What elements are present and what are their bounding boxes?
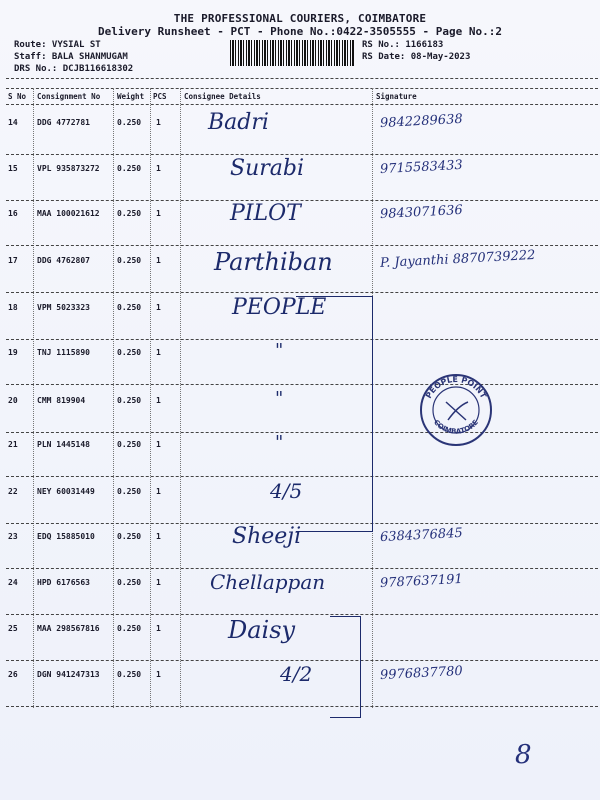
row-serial: 19 xyxy=(8,348,18,357)
row-weight: 0.250 xyxy=(117,303,142,312)
row-divider xyxy=(6,292,598,293)
row-pcs: 1 xyxy=(156,209,161,218)
divider xyxy=(6,104,598,105)
row-signature: 6384376845 xyxy=(379,525,464,546)
column-rule xyxy=(150,88,151,708)
row-serial: 15 xyxy=(8,164,18,173)
row-weight: 0.250 xyxy=(117,256,142,265)
barcode xyxy=(230,40,355,66)
staff-label: Staff: BALA SHANMUGAM xyxy=(14,52,128,62)
row-consignee-name: " xyxy=(275,340,284,361)
col-header-consignee: Consignee Details xyxy=(184,92,261,101)
col-header-pcs: PCS xyxy=(153,92,167,101)
row-serial: 14 xyxy=(8,118,18,127)
row-consignment-no: VPM 5023323 xyxy=(37,303,90,312)
group-bracket xyxy=(296,296,373,532)
row-consignment-no: VPL 935873272 xyxy=(37,164,100,173)
row-consignment-no: DGN 941247313 xyxy=(37,670,100,679)
row-signature: 9976837780 xyxy=(379,663,464,684)
row-pcs: 1 xyxy=(156,487,161,496)
row-consignment-no: EDQ 15885010 xyxy=(37,532,95,541)
row-pcs: 1 xyxy=(156,164,161,173)
company-stamp xyxy=(418,372,494,448)
row-signature: P. Jayanthi 8870739222 xyxy=(379,247,536,272)
row-consignee-name: PEOPLE xyxy=(232,295,327,320)
stamp-bottom-text: COIMBATORE xyxy=(431,418,481,436)
row-consignee-name: Badri xyxy=(208,110,269,135)
row-signature: 9843071636 xyxy=(379,202,464,223)
runsheet-subtitle: Delivery Runsheet - PCT - Phone No.:0422-3505555 - Page No.:2 xyxy=(98,25,502,38)
row-serial: 18 xyxy=(8,303,18,312)
row-weight: 0.250 xyxy=(117,487,142,496)
row-consignment-no: CMM 819904 xyxy=(37,396,86,405)
row-divider xyxy=(6,706,598,707)
row-consignee-name: " xyxy=(275,432,284,453)
column-rule xyxy=(33,88,34,708)
row-pcs: 1 xyxy=(156,532,161,541)
row-consignee-name: 4/5 xyxy=(270,479,303,503)
row-pcs: 1 xyxy=(156,118,161,127)
row-consignee-name: Parthiban xyxy=(214,248,333,276)
row-divider xyxy=(6,245,598,246)
row-consignee-name: Surabi xyxy=(230,156,304,181)
row-serial: 17 xyxy=(8,256,18,265)
col-header-weight: Weight xyxy=(117,92,145,101)
row-divider xyxy=(6,660,598,661)
row-weight: 0.250 xyxy=(117,670,142,679)
row-consignment-no: MAA 298567816 xyxy=(37,624,100,633)
col-header-signature: Signature xyxy=(376,92,417,101)
row-pcs: 1 xyxy=(156,396,161,405)
row-consignee-name: Chellappan xyxy=(210,570,326,594)
row-divider xyxy=(6,568,598,569)
row-consignee-name: Daisy xyxy=(228,616,296,644)
row-consignment-no: PLN 1445148 xyxy=(37,440,90,449)
row-consignment-no: HPD 6176563 xyxy=(37,578,90,587)
row-serial: 22 xyxy=(8,487,18,496)
rs-date: RS Date: 08-May-2023 xyxy=(362,52,471,62)
row-serial: 16 xyxy=(8,209,18,218)
row-weight: 0.250 xyxy=(117,440,142,449)
row-consignment-no: DDG 4762807 xyxy=(37,256,90,265)
row-signature: 9842289638 xyxy=(379,111,464,132)
row-serial: 24 xyxy=(8,578,18,587)
row-signature: 9715583433 xyxy=(379,157,464,178)
row-consignee-name: 4/2 xyxy=(280,662,313,686)
row-weight: 0.250 xyxy=(117,578,142,587)
row-pcs: 1 xyxy=(156,348,161,357)
route-label: Route: VYSIAL ST xyxy=(14,40,101,50)
row-serial: 26 xyxy=(8,670,18,679)
row-pcs: 1 xyxy=(156,670,161,679)
row-signature: 9787637191 xyxy=(379,571,464,592)
row-weight: 0.250 xyxy=(117,348,142,357)
col-header-sno: S No xyxy=(8,92,27,101)
row-pcs: 1 xyxy=(156,624,161,633)
row-consignee-name: Sheeji xyxy=(232,524,302,549)
stamp-top-text: PEOPLE POINT xyxy=(423,374,489,400)
row-consignment-no: NEY 60031449 xyxy=(37,487,95,496)
row-consignment-no: TNJ 1115890 xyxy=(37,348,90,357)
row-divider xyxy=(6,614,598,615)
row-pcs: 1 xyxy=(156,303,161,312)
divider xyxy=(6,88,598,89)
row-weight: 0.250 xyxy=(117,624,142,633)
rs-number: RS No.: 1166183 xyxy=(362,40,444,50)
row-consignee-name: PILOT xyxy=(230,201,301,226)
company-title: THE PROFESSIONAL COURIERS, COIMBATORE xyxy=(173,12,427,25)
row-serial: 25 xyxy=(8,624,18,633)
row-serial: 23 xyxy=(8,532,18,541)
row-pcs: 1 xyxy=(156,578,161,587)
group-bracket xyxy=(330,616,361,718)
divider xyxy=(6,78,598,79)
row-consignment-no: DDG 4772781 xyxy=(37,118,90,127)
row-pcs: 1 xyxy=(156,440,161,449)
row-consignment-no: MAA 100021612 xyxy=(37,209,100,218)
column-rule xyxy=(113,88,114,708)
row-serial: 20 xyxy=(8,396,18,405)
col-header-consignment: Consignment No xyxy=(37,92,101,101)
row-divider xyxy=(6,200,598,201)
row-serial: 21 xyxy=(8,440,18,449)
column-rule xyxy=(180,88,181,708)
row-pcs: 1 xyxy=(156,256,161,265)
row-weight: 0.250 xyxy=(117,209,142,218)
page-mark: 8 xyxy=(515,740,532,770)
row-weight: 0.250 xyxy=(117,118,142,127)
row-weight: 0.250 xyxy=(117,532,142,541)
row-weight: 0.250 xyxy=(117,396,142,405)
row-weight: 0.250 xyxy=(117,164,142,173)
row-consignee-name: " xyxy=(275,388,284,409)
drs-label: DRS No.: DCJB116618302 xyxy=(14,64,134,74)
row-divider xyxy=(6,154,598,155)
